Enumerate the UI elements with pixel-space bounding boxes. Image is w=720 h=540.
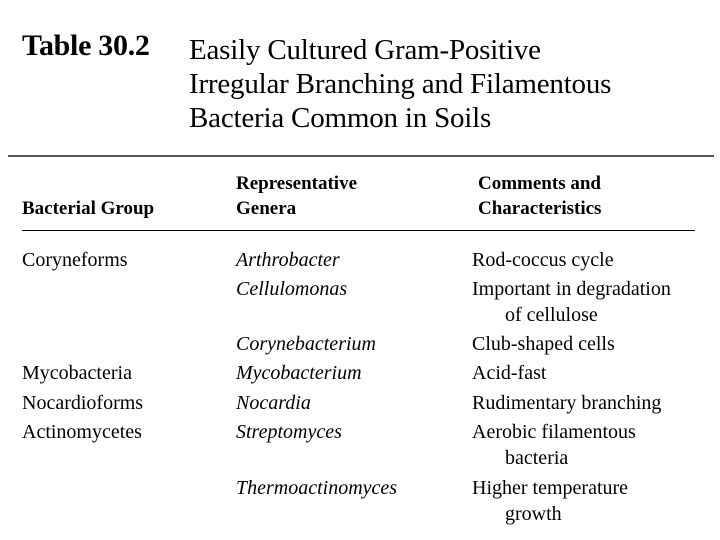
column-header-representative-genera [236,171,357,221]
column-header-line: Bacterial Group [22,198,155,219]
table-title [189,33,611,135]
comment-line: Acid-fast [472,362,547,384]
cell-bacterial-group: Nocardioforms [22,392,144,414]
cell-genus: Mycobacterium [236,362,362,384]
cell-comment [472,419,636,471]
table-header-rule [22,230,695,231]
cell-comment [472,247,614,273]
cell-bacterial-group: Actinomycetes [22,421,142,443]
cell-genus: Thermoactinomyces [236,477,398,499]
cell-comment [472,390,661,416]
table-top-rule [8,155,714,157]
column-header-line: Genera [236,198,297,219]
comment-line: Rudimentary branching [472,392,662,414]
cell-comment [472,276,671,328]
cell-bacterial-group: Coryneforms [22,249,128,271]
comment-line: Higher temperature [472,477,629,499]
table-title-line: Easily Cultured Gram-Positive [189,34,541,66]
comment-line: of cellulose [505,304,598,326]
column-header-bacterial-group [22,196,154,221]
column-header-line: Representative [236,173,358,194]
table-title-line: Irregular Branching and Filamentous [189,68,612,100]
table-caption-number: Table 30.2 [22,29,150,62]
cell-comment [472,331,615,357]
comment-line: growth [505,503,562,525]
cell-genus: Cellulomonas [236,278,348,300]
column-header-comments [478,171,601,221]
comment-line: Rod-coccus cycle [472,249,614,271]
comment-line: Important in degradation [472,278,671,300]
cell-comment [472,475,628,527]
cell-genus: Arthrobacter [236,249,340,271]
column-header-line: Characteristics [478,198,602,219]
table-title-line: Bacteria Common in Soils [189,102,492,134]
cell-genus: Nocardia [236,392,311,414]
cell-genus: Streptomyces [236,421,342,443]
column-header-line: Comments and [478,173,601,194]
cell-comment [472,360,546,386]
cell-genus: Corynebacterium [236,333,376,355]
comment-line: Club-shaped cells [472,333,615,355]
comment-line: bacteria [505,447,569,469]
cell-bacterial-group: Mycobacteria [22,362,132,384]
comment-line: Aerobic filamentous [472,421,636,443]
